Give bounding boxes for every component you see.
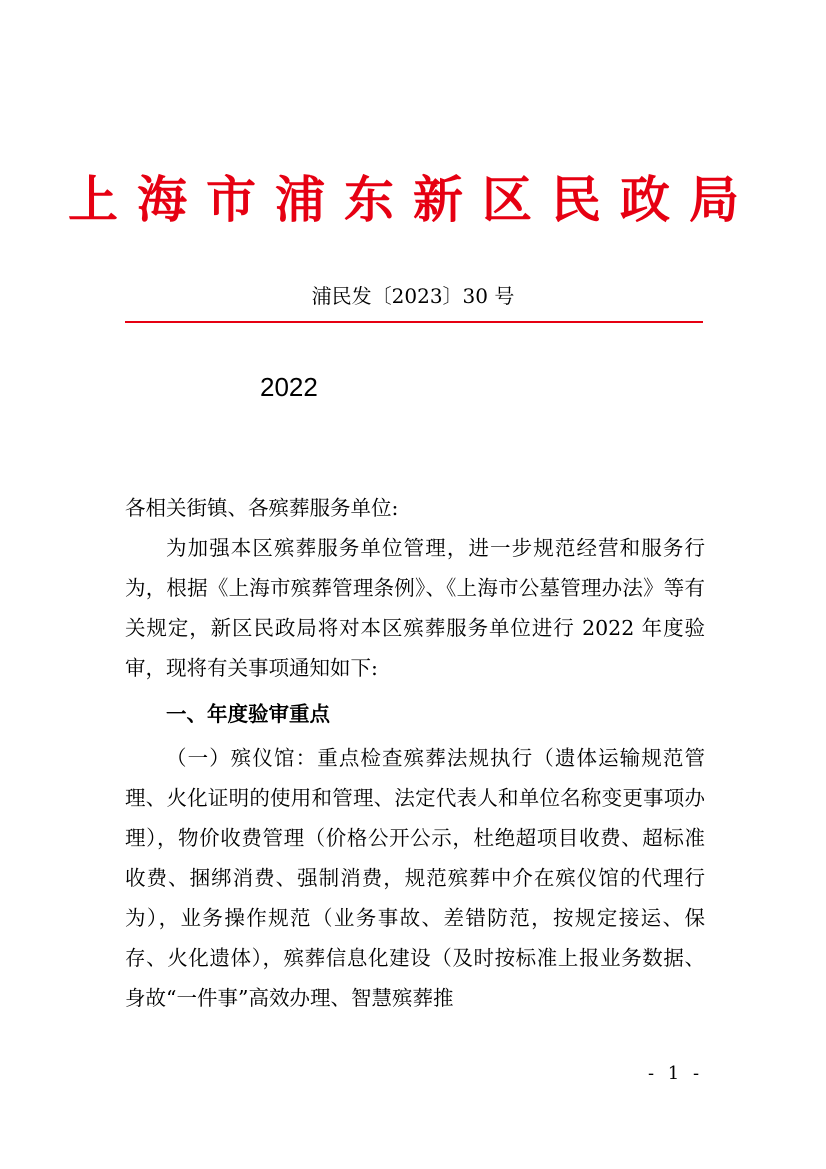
page-number: - 1 - bbox=[648, 1063, 704, 1084]
document-body bbox=[125, 488, 705, 1018]
item-paragraph: （一）殡仪馆：重点检查殡葬法规执行（遗体运输规范管理、火化证明的使用和管理、法定代表人和单位名称变更事项办理），物价收费管理（价格公开公示，杜绝超项目收费、超标准收费、捆绑消费、强制消费，规范殡葬中介在殡仪馆的代理行为），业务操作规范（业务事故、差错防范，按规定接运、保存、火化遗体），殡葬信息化建设（及时按标准上报业务数据、身故“一件事”高效办理、智慧殡葬推 bbox=[125, 746, 705, 1010]
agency-title: 上海市浦东新区民政局 bbox=[68, 170, 758, 229]
section-heading: 一、年度验审重点 bbox=[166, 702, 330, 726]
intro-paragraph: 为加强本区殡葬服务单位管理，进一步规范经营和服务行为，根据《上海市殡葬管理条例》、《上海市公墓管理办法》等有关规定，新区民政局将对本区殡葬服务单位进行 2022 年度验审，现将有关事项通知如下: bbox=[125, 536, 705, 680]
document-subject: 2022 bbox=[260, 372, 318, 402]
salutation: 各相关街镇、各殡葬服务单位: bbox=[125, 496, 399, 520]
document-number: 浦民发〔2023〕30 号 bbox=[311, 284, 515, 308]
red-separator-line bbox=[125, 321, 703, 323]
